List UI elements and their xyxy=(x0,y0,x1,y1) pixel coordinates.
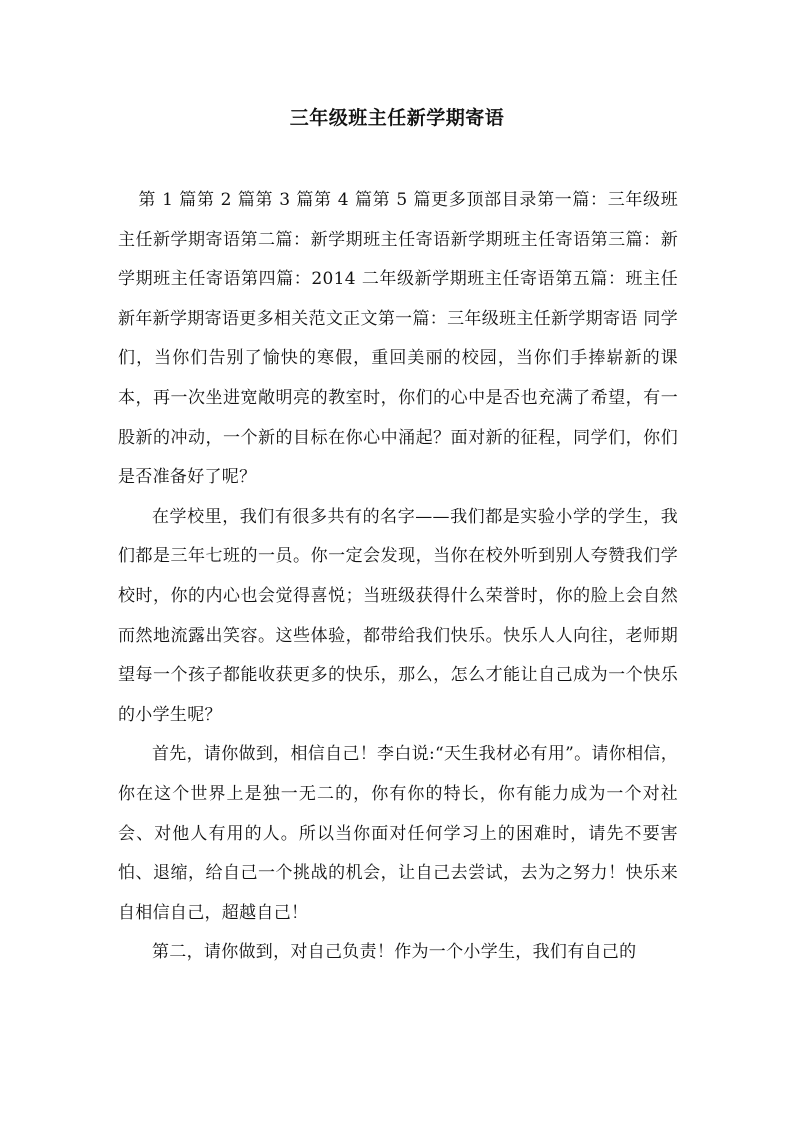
document-body xyxy=(118,181,678,973)
paragraph-believe-yourself: 首先，请你做到，相信自己！李白说:“天生我材必有用”。请你相信，你在这个世界上是独一无二的，你有你的特长，你有能力成为一个对社会、对他人有用的人。所以当你面对任何学习上的困难时，请先不要害怕、退缩，给自己一个挑战的机会，让自己去尝试，去为之努力！快乐来自相信自己，超越自己！ xyxy=(118,744,678,923)
paragraph-school-identity: 在学校里，我们有很多共有的名字——我们都是实验小学的学生，我们都是三年七班的一员。你一定会发现，当你在校外听到别人夸赞我们学校时，你的内心也会觉得喜悦；当班级获得什么荣誉时，你的脸上会自然而然地流露出笑容。这些体验，都带给我们快乐。快乐人人向往，老师期望每一个孩子都能收获更多的快乐，那么，怎么才能让自己成为一个快乐的小学生呢？ xyxy=(118,506,678,725)
paragraph-table-of-contents-and-intro: 第 1 篇第 2 篇第 3 篇第 4 篇第 5 篇更多顶部目录第一篇：三年级班主任新学期寄语第二篇：新学期班主任寄语新学期班主任寄语第三篇：新学期班主任寄语第四篇：2014 二年级新学期班主任寄语第五篇：班主任新年新学期寄语更多相关范文正文第一篇：三年级班主任新学期寄语 同学们，当你们告别了愉快的寒假，重回美丽的校园，当你们手捧崭新的课本，再一次坐进宽敞明亮的教室时，你们的心中是否也充满了希望，有一股新的冲动，一个新的目标在你心中涌起？面对新的征程，同学们，你们是否准备好了呢？ xyxy=(118,190,678,488)
paragraph-be-responsible: 第二，请你做到，对自己负责！作为一个小学生，我们有自己的 xyxy=(152,942,637,963)
document-title: 三年级班主任新学期寄语 xyxy=(289,107,505,129)
